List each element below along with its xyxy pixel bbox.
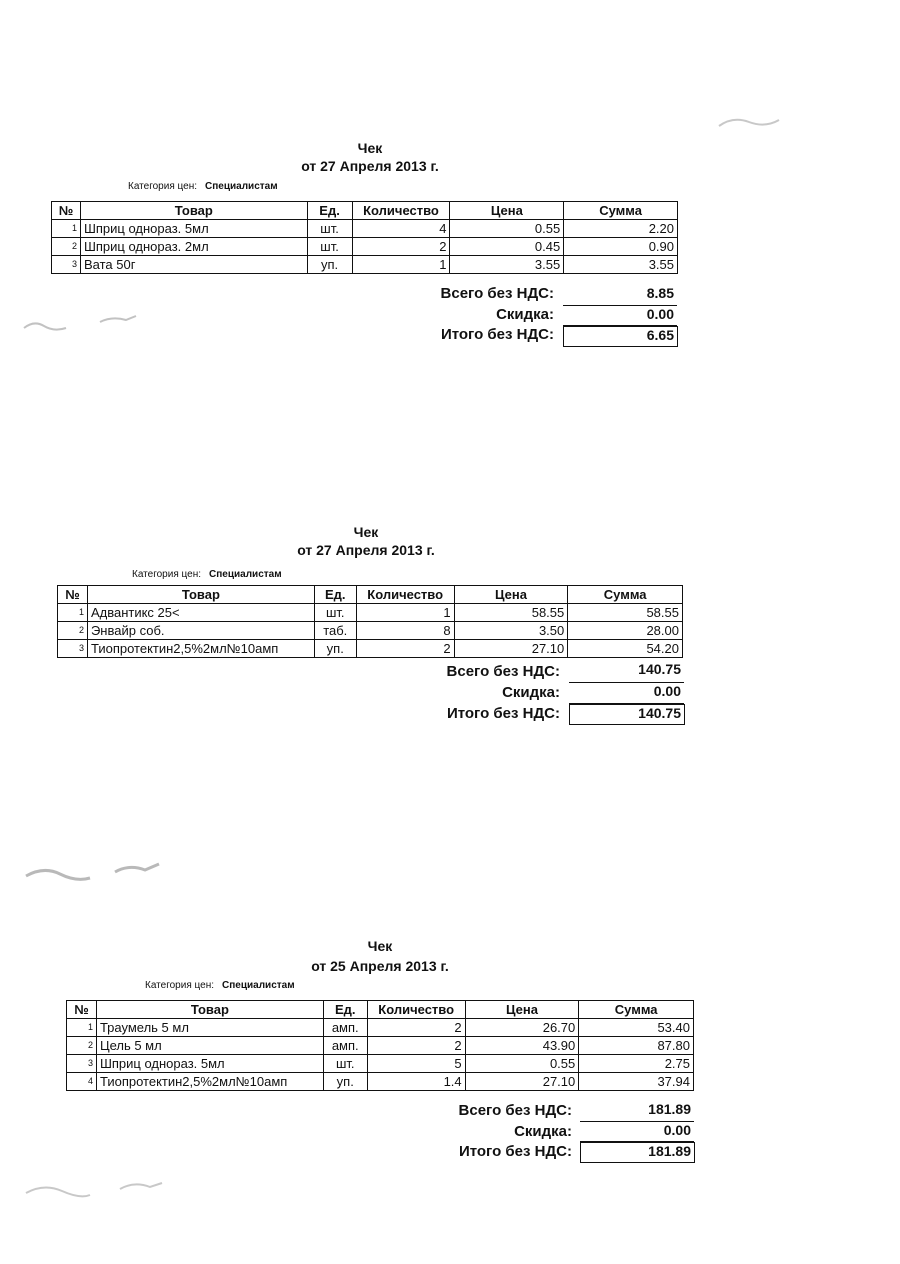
discount-label: Скидка:: [514, 1123, 572, 1140]
col-qty: Количество: [367, 1001, 465, 1019]
col-sum: Сумма: [564, 202, 678, 220]
row-qty: 2: [367, 1019, 465, 1037]
row-name: Траумель 5 мл: [96, 1019, 323, 1037]
table-row: [67, 1019, 694, 1037]
row-unit: уп.: [314, 640, 356, 658]
col-sum: Сумма: [568, 586, 683, 604]
row-sum: 3.55: [564, 256, 678, 274]
row-name: Цель 5 мл: [96, 1037, 323, 1055]
row-name: Вата 50г: [80, 256, 307, 274]
col-product: Товар: [96, 1001, 323, 1019]
price-category-value: Специалистам: [209, 569, 282, 580]
table-row: [67, 1055, 694, 1073]
row-unit: уп.: [307, 256, 352, 274]
row-unit: шт.: [307, 220, 352, 238]
row-qty: 5: [367, 1055, 465, 1073]
final-label: Итого без НДС:: [446, 705, 560, 722]
discount-value: 0.00: [580, 1122, 694, 1142]
row-qty: 8: [356, 622, 454, 640]
row-price: 0.45: [450, 238, 564, 256]
row-num: 1: [58, 604, 88, 622]
row-qty: 2: [356, 640, 454, 658]
table-header-row: [67, 1001, 694, 1019]
row-num: 2: [67, 1037, 97, 1055]
row-qty: 1: [352, 256, 450, 274]
row-name: Шприц однораз. 2мл: [80, 238, 307, 256]
discount-label: Скидка:: [496, 306, 554, 323]
row-qty: 1: [356, 604, 454, 622]
row-sum: 37.94: [579, 1073, 694, 1091]
row-name: Тиопротектин2,5%2мл№10амп: [96, 1073, 323, 1091]
row-price: 43.90: [465, 1037, 579, 1055]
row-num: 1: [52, 220, 81, 238]
row-name: Шприц однораз. 5мл: [96, 1055, 323, 1073]
price-category-value: Специалистам: [222, 980, 295, 991]
col-price: Цена: [450, 202, 564, 220]
col-product: Товар: [87, 586, 314, 604]
final-value: 140.75: [569, 704, 685, 725]
col-unit: Ед.: [323, 1001, 367, 1019]
col-num: №: [58, 586, 88, 604]
total-value: 181.89: [580, 1101, 694, 1122]
row-price: 0.55: [465, 1055, 579, 1073]
row-qty: 2: [352, 238, 450, 256]
row-price: 26.70: [465, 1019, 579, 1037]
total-label: Всего без НДС:: [458, 1102, 572, 1119]
scan-smudge: [20, 1177, 170, 1207]
receipt-date: от 25 Апреля 2013 г.: [311, 958, 449, 974]
row-price: 27.10: [465, 1073, 579, 1091]
row-unit: шт.: [314, 604, 356, 622]
col-price: Цена: [454, 586, 568, 604]
row-qty: 1.4: [367, 1073, 465, 1091]
row-sum: 2.20: [564, 220, 678, 238]
row-num: 2: [52, 238, 81, 256]
price-category-label: Категория цен:: [145, 980, 215, 991]
row-sum: 53.40: [579, 1019, 694, 1037]
table-row: [67, 1037, 694, 1055]
row-unit: амп.: [323, 1037, 367, 1055]
scan-smudge: [20, 310, 160, 340]
price-category-label: Категория цен:: [132, 569, 202, 580]
receipt-title: Чек: [367, 938, 393, 954]
price-category-label: Категория цен:: [128, 181, 198, 192]
row-price: 27.10: [454, 640, 568, 658]
scan-smudge: [20, 858, 170, 888]
final-label: Итого без НДС:: [440, 326, 554, 343]
row-qty: 4: [352, 220, 450, 238]
row-num: 3: [67, 1055, 97, 1073]
row-num: 3: [58, 640, 88, 658]
receipt-title: Чек: [357, 140, 383, 156]
row-sum: 28.00: [568, 622, 683, 640]
col-num: №: [67, 1001, 97, 1019]
receipt-title: Чек: [353, 524, 379, 540]
col-num: №: [52, 202, 81, 220]
receipt-date: от 27 Апреля 2013 г.: [301, 158, 439, 174]
col-unit: Ед.: [314, 586, 356, 604]
price-category: [145, 980, 295, 991]
row-name: Шприц однораз. 5мл: [80, 220, 307, 238]
row-name: Адвантикс 25<: [87, 604, 314, 622]
row-num: 1: [67, 1019, 97, 1037]
final-value: 181.89: [580, 1142, 695, 1163]
row-num: 2: [58, 622, 88, 640]
row-sum: 58.55: [568, 604, 683, 622]
price-category-value: Специалистам: [205, 181, 278, 192]
col-unit: Ед.: [307, 202, 352, 220]
col-product: Товар: [80, 202, 307, 220]
receipt-date: от 27 Апреля 2013 г.: [297, 542, 435, 558]
row-num: 4: [67, 1073, 97, 1091]
col-qty: Количество: [356, 586, 454, 604]
row-unit: шт.: [307, 238, 352, 256]
row-sum: 2.75: [579, 1055, 694, 1073]
row-sum: 0.90: [564, 238, 678, 256]
row-price: 58.55: [454, 604, 568, 622]
row-sum: 54.20: [568, 640, 683, 658]
total-value: 8.85: [563, 285, 677, 306]
row-name: Энвайр соб.: [87, 622, 314, 640]
row-name: Тиопротектин2,5%2мл№10амп: [87, 640, 314, 658]
row-unit: уп.: [323, 1073, 367, 1091]
total-label: Всего без НДС:: [440, 285, 554, 302]
discount-value: 0.00: [569, 683, 684, 704]
row-unit: амп.: [323, 1019, 367, 1037]
total-value: 140.75: [569, 661, 684, 683]
row-sum: 87.80: [579, 1037, 694, 1055]
row-price: 3.50: [454, 622, 568, 640]
final-value: 6.65: [563, 326, 678, 347]
row-unit: шт.: [323, 1055, 367, 1073]
col-qty: Количество: [352, 202, 450, 220]
scan-smudge: [715, 112, 785, 136]
col-price: Цена: [465, 1001, 579, 1019]
row-qty: 2: [367, 1037, 465, 1055]
discount-label: Скидка:: [502, 684, 560, 701]
row-price: 0.55: [450, 220, 564, 238]
row-price: 3.55: [450, 256, 564, 274]
items-table: [66, 1000, 694, 1091]
row-unit: таб.: [314, 622, 356, 640]
col-sum: Сумма: [579, 1001, 694, 1019]
row-num: 3: [52, 256, 81, 274]
total-label: Всего без НДС:: [446, 663, 560, 680]
table-row: [67, 1073, 694, 1091]
final-label: Итого без НДС:: [458, 1143, 572, 1160]
discount-value: 0.00: [563, 306, 677, 326]
